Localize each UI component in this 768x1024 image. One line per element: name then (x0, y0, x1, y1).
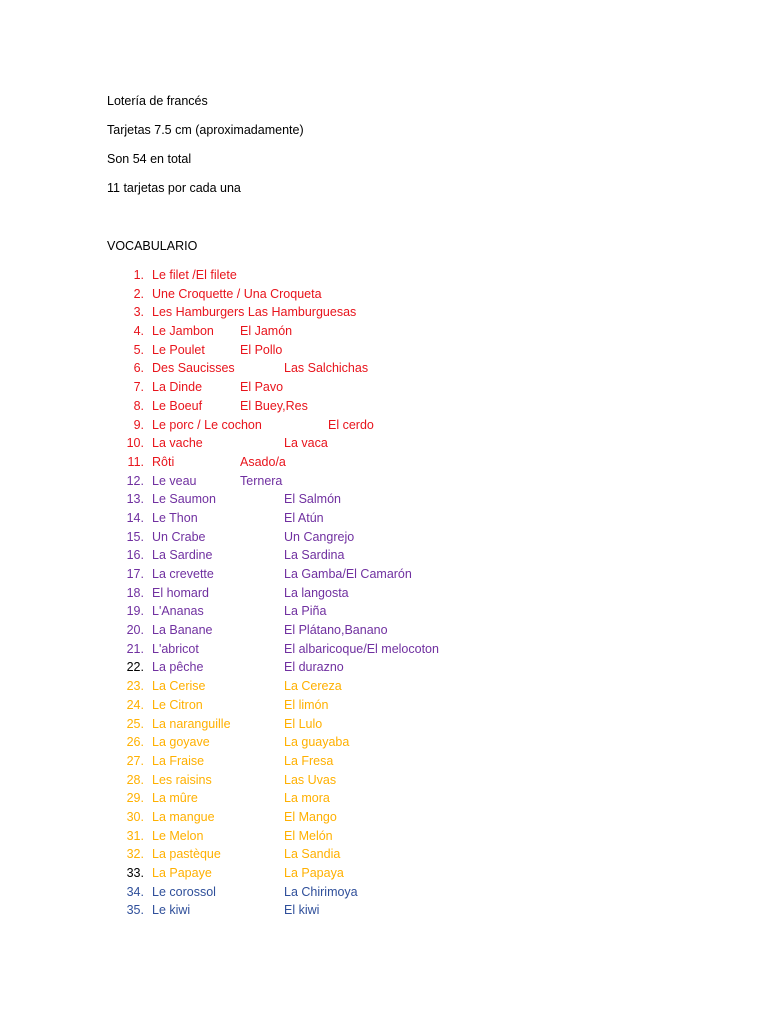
french-term: La Cerise (152, 679, 206, 694)
vocab-row (0, 884, 768, 903)
spanish-term: El Atún (284, 510, 324, 525)
vocab-row (0, 734, 768, 753)
vocab-row (0, 865, 768, 884)
vocab-number: 28. (126, 772, 144, 787)
french-term: Le Jambon (152, 324, 214, 339)
vocab-number: 14. (126, 510, 144, 525)
vocab-number: 20. (126, 623, 144, 638)
vocab-row (0, 510, 768, 529)
vocab-row (0, 622, 768, 641)
vocab-number: 4. (133, 324, 144, 339)
french-term: La mûre (152, 791, 198, 806)
vocab-number: 22. (126, 660, 144, 675)
french-term: Le porc / Le cochon (152, 417, 262, 432)
spanish-term: La Papaya (284, 866, 344, 880)
spanish-term: El Melón (284, 828, 333, 843)
vocab-row (0, 323, 768, 342)
french-term: Des Saucisses (152, 361, 235, 376)
vocab-number: 10. (126, 436, 144, 451)
french-term: La Fraise (152, 753, 205, 768)
vocab-row (0, 772, 768, 791)
spanish-term: El Plátano,Banano (284, 623, 388, 638)
vocab-row (0, 603, 768, 622)
vocab-row (0, 753, 768, 772)
total-count-note: Son 54 en total (107, 152, 192, 166)
spanish-term: El Mango (284, 809, 337, 824)
vocab-row (0, 491, 768, 510)
vocab-number: 34. (126, 884, 144, 899)
french-term: La Papaye (152, 866, 212, 880)
french-term: Les raisins (152, 772, 212, 787)
vocab-number: 19. (126, 604, 144, 619)
vocab-row (0, 716, 768, 735)
vocab-number: 8. (133, 398, 144, 413)
french-term: La Sardine (152, 548, 213, 563)
vocab-row (0, 267, 768, 286)
vocab-row (0, 417, 768, 436)
french-term: Les Hamburgers Las Hamburguesas (152, 305, 357, 320)
vocab-row (0, 566, 768, 585)
french-term: Rôti (152, 454, 175, 469)
spanish-term: La Piña (284, 604, 327, 619)
french-term: Le corossol (152, 884, 216, 899)
spanish-term: El cerdo (328, 417, 374, 432)
vocab-row (0, 529, 768, 548)
vocab-row (0, 286, 768, 305)
vocab-number: 16. (126, 548, 144, 563)
spanish-term: Las Salchichas (284, 361, 369, 376)
french-term: La crevette (152, 567, 214, 581)
vocab-number: 12. (126, 473, 144, 488)
vocab-row (0, 846, 768, 865)
vocab-number: 18. (126, 585, 144, 600)
french-term: Le Boeuf (152, 398, 203, 413)
vocab-number: 1. (133, 268, 144, 282)
vocab-number: 3. (133, 305, 144, 320)
french-term: Le Saumon (152, 492, 216, 507)
vocab-number: 5. (133, 342, 144, 357)
spanish-term: El Jamón (240, 324, 293, 339)
spanish-term: El durazno (284, 660, 344, 675)
card-size-note: Tarjetas 7.5 cm (aproximadamente) (107, 123, 304, 137)
vocab-row (0, 547, 768, 566)
french-term: La naranguille (152, 716, 231, 731)
vocab-number: 9. (133, 417, 144, 432)
french-term: Le Poulet (152, 342, 205, 357)
french-term: La mangue (152, 809, 215, 824)
spanish-term: El Lulo (284, 716, 323, 731)
cards-per-item-note: 11 tarjetas por cada una (107, 181, 241, 195)
vocab-number: 31. (126, 828, 144, 843)
french-term: La Dinde (152, 380, 203, 395)
french-term: Un Crabe (152, 529, 206, 544)
vocab-row (0, 641, 768, 660)
vocab-number: 30. (126, 809, 144, 824)
french-term: Le Thon (152, 510, 198, 525)
french-term: Le Melon (152, 828, 204, 843)
vocab-row (0, 435, 768, 454)
vocab-row (0, 454, 768, 473)
french-term: La vache (152, 436, 203, 451)
spanish-term: El Pavo (240, 380, 284, 395)
spanish-term: El Pollo (240, 342, 283, 357)
vocab-number: 25. (126, 716, 144, 731)
vocab-number: 2. (133, 286, 144, 301)
spanish-term: Las Uvas (284, 772, 337, 787)
vocab-number: 26. (126, 735, 144, 750)
vocab-row (0, 585, 768, 604)
spanish-term: Un Cangrejo (284, 529, 355, 544)
vocab-number: 24. (126, 697, 144, 712)
vocab-row (0, 360, 768, 379)
vocab-row (0, 828, 768, 847)
vocabulary-list (0, 267, 768, 921)
vocab-row (0, 659, 768, 678)
french-term: La pêche (152, 660, 204, 675)
vocab-row (0, 790, 768, 809)
spanish-term: La Cereza (284, 679, 342, 694)
french-term: L'abricot (152, 641, 199, 656)
spanish-term: La Sardina (284, 548, 345, 563)
spanish-term: La guayaba (284, 735, 350, 750)
document-title: Lotería de francés (107, 94, 208, 108)
spanish-term: El kiwi (284, 903, 320, 918)
vocab-number: 17. (126, 567, 144, 581)
spanish-term: El Buey,Res (240, 398, 308, 413)
vocab-number: 7. (133, 380, 144, 395)
vocab-number: 13. (126, 492, 144, 507)
vocab-number: 15. (126, 529, 144, 544)
french-term: La goyave (152, 735, 210, 750)
spanish-term: La Fresa (284, 753, 334, 768)
spanish-term: La Sandia (284, 847, 341, 862)
french-term: Le filet /El filete (152, 268, 237, 282)
vocab-number: 27. (126, 753, 144, 768)
vocab-row (0, 379, 768, 398)
spanish-term: Asado/a (240, 454, 286, 469)
spanish-term: La vaca (284, 436, 328, 451)
vocab-number: 23. (126, 679, 144, 694)
french-term: L'Ananas (152, 604, 204, 619)
spanish-term: Ternera (240, 473, 283, 488)
vocab-number: 11. (127, 454, 144, 469)
vocab-number: 33. (126, 866, 144, 880)
french-term: Le veau (152, 473, 197, 488)
spanish-term: La Gamba/El Camarón (284, 567, 412, 581)
vocab-row (0, 398, 768, 417)
french-term: La Banane (152, 623, 213, 638)
french-term: Le Citron (152, 697, 203, 712)
vocab-row (0, 902, 768, 921)
vocab-number: 21. (126, 641, 144, 656)
spanish-term: La langosta (284, 585, 349, 600)
french-term: Le kiwi (152, 903, 191, 918)
spanish-term: El Salmón (284, 492, 341, 507)
section-heading: VOCABULARIO (107, 239, 198, 253)
spanish-term: El albaricoque/El melocoton (284, 641, 439, 656)
french-term: El homard (152, 585, 209, 600)
vocab-row (0, 304, 768, 323)
spanish-term: La mora (284, 791, 330, 806)
vocab-number: 29. (126, 791, 144, 806)
vocab-number: 6. (133, 361, 144, 376)
vocab-row (0, 473, 768, 492)
spanish-term: La Chirimoya (284, 884, 358, 899)
spanish-term: El limón (284, 697, 329, 712)
vocab-row (0, 678, 768, 697)
vocab-row (0, 697, 768, 716)
vocab-row (0, 342, 768, 361)
vocab-number: 35. (126, 903, 144, 918)
vocab-number: 32. (126, 847, 144, 862)
vocab-row (0, 809, 768, 828)
french-term: Une Croquette / Una Croqueta (152, 286, 322, 301)
french-term: La pastèque (152, 847, 221, 862)
